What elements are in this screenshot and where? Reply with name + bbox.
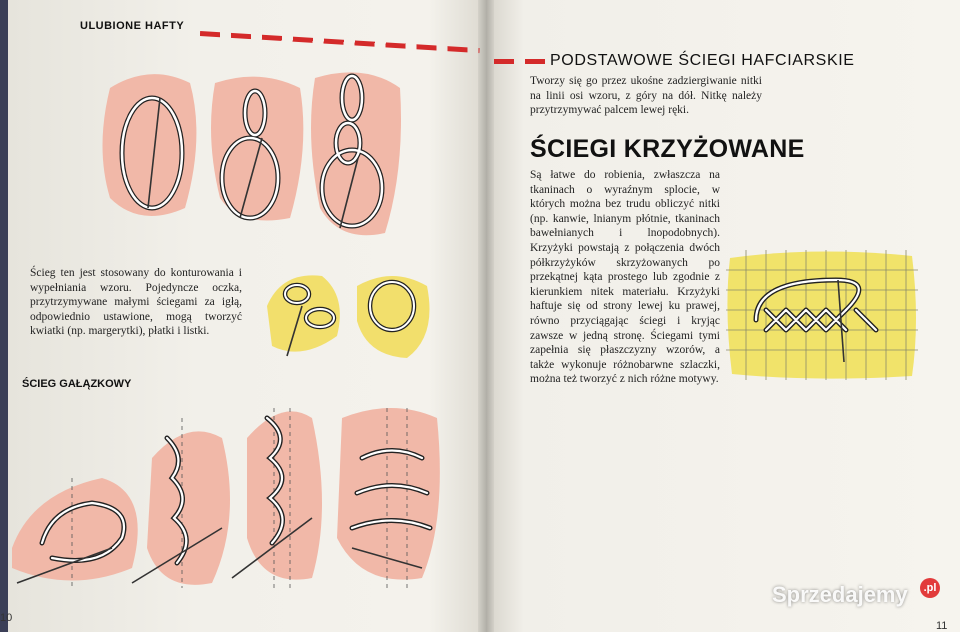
book-spine	[478, 0, 494, 632]
branch-stitch-illustration	[12, 398, 452, 598]
cross-stitch-heading: ŚCIEGI KRZYŻOWANE	[530, 135, 805, 163]
cross-stitch-text: Są łatwe do robienia, zwłaszcza na tkaninach o wyraźnym splocie, w których można bez trudu obliczyć nitki (np. kanwie, lnianym płótnie, tkaninach bawełnianych i lnopodobnych). Krzyżyki powstają z połączenia dwóch półkrzyżyków skrzyżowanych po przekątnej kąta prostego lub zgodnie z kierunkiem nitek materiału. Krzyżyki haftuje się od strony lewej ku prawej, równo przyciągając ściegi i kryjąc zawsze w jedną stronę. Ściegami tymi zapełnia się płaszczyzny wzorów, a także wykonuje różnobarwne szlaczki, można też tworzyć z nich różne motywy.	[530, 169, 720, 386]
watermark-badge: .pl	[920, 578, 940, 598]
watermark-logo: Sprzedajemy	[772, 582, 908, 607]
branch-stitch-heading: ŚCIEG GAŁĄZKOWY	[22, 378, 132, 390]
intro-text: Tworzy się go przez ukośne zadziergiwanie nitki na linii osi wzoru, z góry na dół. Nitkę należy przytrzymywać palcem lewej ręki.	[530, 75, 762, 117]
lazy-daisy-illustration	[262, 266, 442, 362]
left-page-number: 10	[0, 612, 13, 624]
chain-stitch-text: Ścieg ten jest stosowany do konturowania i wypełniania wzoru. Pojedyncze oczka, przytrzymywane małymi ściegami za igłą, odpowiednio ustawione, mogą tworzyć kwiatki (np. margerytki), płatki i listki.	[30, 267, 242, 338]
red-dashed-rule-right	[494, 59, 546, 64]
cross-stitch-illustration	[726, 250, 918, 380]
left-header: ULUBIONE HAFTY	[80, 20, 185, 32]
right-header: PODSTAWOWE ŚCIEGI HAFCIARSKIE	[550, 52, 855, 69]
chain-stitch-illustration	[90, 58, 410, 248]
right-page-number: 11	[936, 620, 948, 632]
